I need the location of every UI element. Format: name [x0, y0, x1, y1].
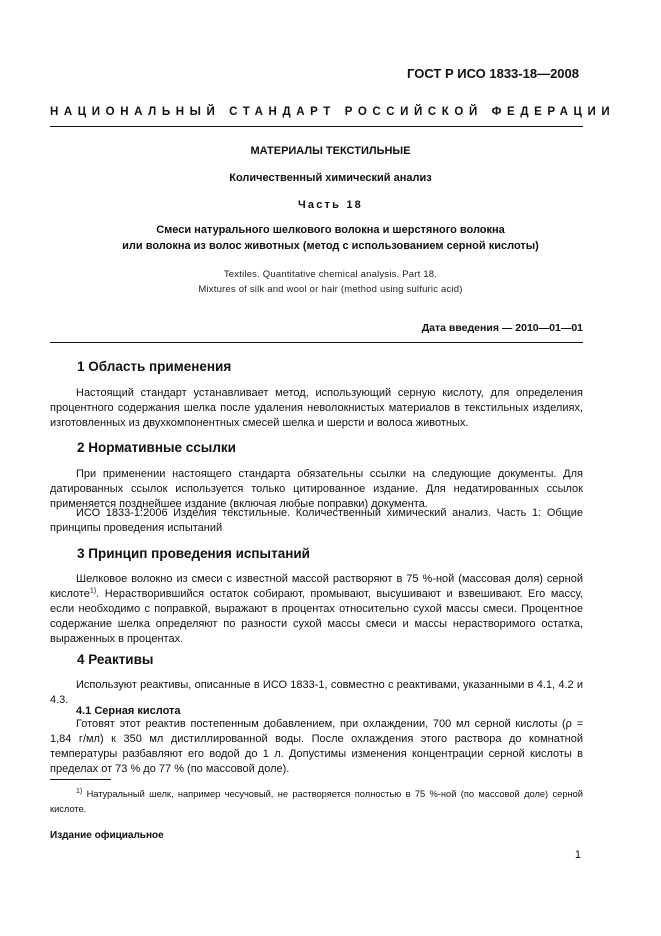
header-rule [50, 126, 583, 127]
section-3-heading: 3 Принцип проведения испытаний [77, 546, 310, 561]
footnote-reference: 1) [89, 587, 97, 595]
section-2-text: При применении настоящего стандарта обязательны ссылки на следующие документы. Для датированных ссылок используется только цитированное издание. Для недатированных ссылок применяется позднейшее издание (включая любые поправки) документа. [50, 468, 583, 510]
document-number: ГОСТ Р ИСО 1833-18—2008 [407, 66, 579, 81]
section-4-1-heading: 4.1 Серная кислота [76, 705, 181, 717]
title-subject-line1: Смеси натурального шелкового волокна и шерстяного волокна [156, 224, 505, 236]
footnote-separator [50, 779, 111, 780]
title-subject-line2: или волокна из волос животных (метод с использованием серной кислоты) [122, 240, 539, 252]
section-1-text: Настоящий стандарт устанавливает метод, использующий серную кислоту, для определения процентного содержания шелка после удаления неволокнистых материалов в текстильных изделиях, изготовленных из двухкомпонентных смесей шелка и шерсти и волоса животных. [50, 387, 583, 429]
date-rule [50, 342, 583, 343]
title-english-line1: Textiles. Quantitative chemical analysis. Part 18. [223, 269, 438, 280]
title-part: Часть 18 [297, 199, 363, 211]
edition-label: Издание официальное [50, 830, 164, 841]
footnote: $^{1)}$ Натуральный шелк, например чесучовый, не растворяется полностью в 75 %-ной (по массовой доле) серной кислоте. [50, 787, 583, 814]
section-4-1-text: Готовят этот реактив постепенным добавлением, при охлаждении, 700 мл серной кислоты (ρ = 1,84 г/мл) к 350 мл дистиллированной воды. После охлаждения этого раствора до комнатной температуры разбавляют его водой до 1 л. Допустимы изменения концентрации серной кислоты в пределах от 73 % до 77 % (по массовой доле). [50, 718, 583, 775]
section-4-heading: 4 Реактивы [77, 652, 154, 667]
section-3-text: Шелковое волокно из смеси с известной массой растворяют в 75 %-ной (массовая доля) серной кислоте$^{1)}$. Нерастворившийся остаток собирают, промывают, высушивают и взвешивают. Его массу, если необходимо с поправкой, выражают в процентах относительно сухой массы смеси. Процентное содержание шелка определяют по разности сухой массы смеси и массы нерастворимого остатка, выраженных в процентах. [50, 573, 583, 645]
section-4-text: Используют реактивы, описанные в ИСО 1833-1, совместно с реактивами, указанными в 4.1, 4.2 и 4.3. [50, 679, 583, 706]
section-1-heading: 1 Область применения [77, 359, 232, 374]
page-number: 1 [574, 849, 581, 861]
section-2-reference: ИСО 1833-1:2006 Изделия текстильные. Количественный химический анализ. Часть 1: Общие принципы проведения испытаний [50, 507, 583, 534]
national-standard-banner: НАЦИОНАЛЬНЫЙ СТАНДАРТ РОССИЙСКОЙ ФЕДЕРАЦИИ [50, 106, 616, 118]
introduction-date: Дата введения — 2010—01—01 [421, 322, 583, 334]
footnote-mark: 1) [76, 787, 83, 795]
title-main: МАТЕРИАЛЫ ТЕКСТИЛЬНЫЕ [250, 145, 411, 157]
section-2-heading: 2 Нормативные ссылки [77, 440, 236, 455]
title-english-line2: Mixtures of silk and wool or hair (method using sulfuric acid) [198, 284, 463, 295]
title-sub: Количественный химический анализ [229, 172, 432, 184]
